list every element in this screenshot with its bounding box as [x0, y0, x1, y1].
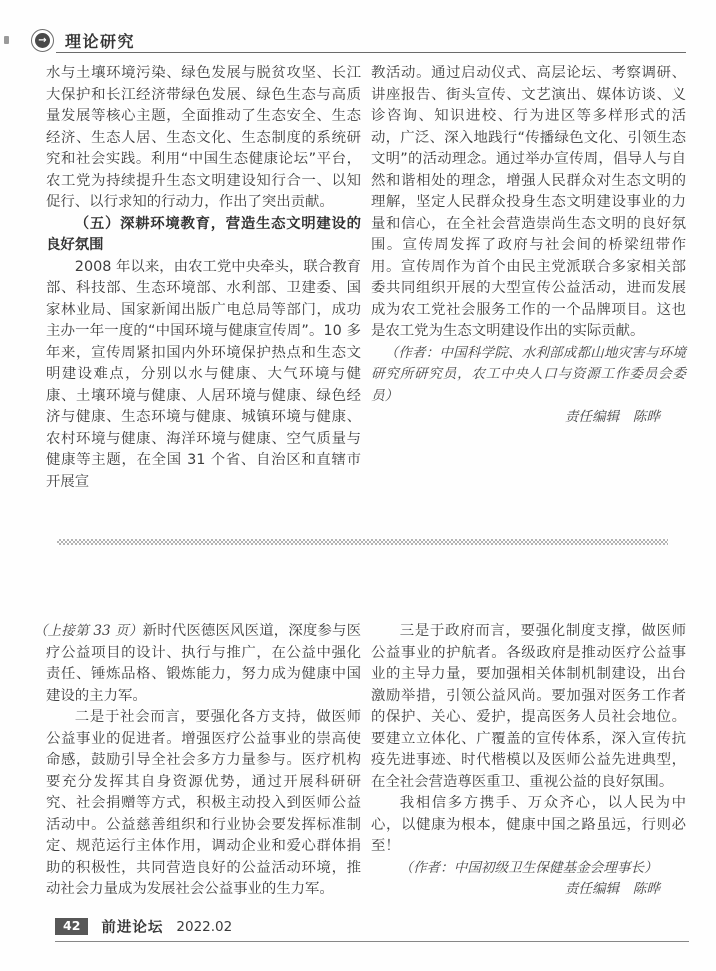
paragraph-continuation: 水与土壤环境污染、绿色发展与脱贫攻坚、长江大保护和长江经济带绿色发展、绿色生态与高质量发展等核心主题，全面推动了生态安全、生态经济、生态人居、生态文化、生态制度的系统研究和社会实践。利用“中国生态健康论坛”平台，农工党为持续提升生态文明建设知行合一、以知促行、以行求知的行动力，作出了突出贡献。: [46, 65, 361, 210]
page-footer: [55, 916, 689, 942]
author-note: （作者：中国初级卫生保健基金会理事长）: [399, 859, 658, 876]
top-article-right-column: [371, 63, 686, 429]
author-note: （作者：中国科学院、水利部成都山地灾害与环境研究所研究员，农工中央人口与资源工作委员会委员）: [371, 344, 686, 404]
paragraph: 二是于社会而言，要强化各方支持，做医师公益事业的促进者。增强医疗公益事业的崇高使命感，鼓励引导全社会多方力量参与。医疗机构要充分发挥其自身资源优势，通过开展科研研究、社会捐赠等方式，积极主动投入到医师公益活动中。公益慈善组织和行业协会要发挥标准制定、规范运行主体作用，调动企业和爱心群体捐助的积极性，共同营造良好的公益活动环境，推动社会力量成为发展社会公益事业的生力军。: [46, 709, 361, 897]
continued-from-note: （上接第 33 页）: [33, 623, 143, 639]
journal-issue: 2022.02: [176, 918, 233, 935]
arrow-right-glyph: →: [35, 33, 50, 48]
circle-arrow-right-icon: [31, 29, 54, 52]
paragraph: 我相信多方携手、万众齐心，以人民为中心，以健康为根本，健康中国之路虽远，行则必至！: [371, 795, 686, 854]
scan-edge-artifact: [4, 36, 9, 44]
page-number-badge: 42: [55, 918, 88, 935]
editor-credit: 责任编辑 陈晔: [564, 409, 660, 425]
paragraph-continuation: 教活动。通过启动仪式、高层论坛、考察调研、讲座报告、街头宣传、文艺演出、媒体访谈、义诊咨询、知识进校、行为进区等多样形式的活动，广泛、深入地践行“传播绿色文化、引领生态文明”的活动理念。通过举办宣传周，倡导人与自然和谐相处的理念，增强人民群众对生态文明的理解，坚定人民群众投身生态文明建设事业的力量和信心，在全社会营造崇尚生态文明的良好氛围。宣传周发挥了政府与社会间的桥梁纽带作用。宣传周作为首个由民主党派联合多家相关部委共同组织开展的大型宣传公益活动，进而发展成为农工党社会服务工作的一个品牌项目。这也是农工党为生态文明建设作出的实际贡献。: [371, 65, 686, 339]
bottom-article-left-column: [33, 621, 361, 901]
paragraph-text: 新时代医德医风医道，深度参与医疗公益项目的设计、执行与推广，在公益中强化责任、锤炼品格、锻炼能力，努力成为健康中国建设的主力军。: [46, 623, 361, 704]
section-title: 理论研究: [65, 32, 136, 51]
bottom-article-right-column: [371, 621, 686, 901]
header-rule: [56, 52, 686, 53]
editor-credit: 责任编辑 陈晔: [564, 881, 660, 897]
paragraph: 三是于政府而言，要强化制度支撑，做医师公益事业的护航者。各级政府是推动医疗公益事业的主导力量，要加强相关体制机制建设，出台激励举措，引领公益风尚。要加强对医务工作者的保护、关心、爱护，提高医务人员社会地位。要建立立体化、广覆盖的宣传体系，深入宣传抗疫先进事迹、时代楷模以及医师公益先进典型，在全社会营造尊医重卫、重视公益的良好氛围。: [371, 623, 686, 790]
paragraph-continuation: [33, 621, 361, 707]
paragraph: 2008 年以来，由农工党中央牵头，联合教育部、科技部、生态环境部、水利部、卫建委、国家林业局、国家新闻出版广电总局等部门，成功主办一年一度的“中国环境与健康宣传周”。10 多年来，宣传周紧扣国内外环境保护热点和生态文明建设难点，分别以水与健康、大气环境与健康、土壤环境与健康、人居环境与健康、绿色经济与健康、生态环境与健康、城镇环境与健康、农村环境与健康、海洋环境与健康、空气质量与健康等主题，在全国 31 个省、自治区和直辖市开展宣: [46, 258, 361, 490]
subsection-heading: （五）深耕环境教育，营造生态文明建设的良好氛围: [46, 215, 361, 253]
section-header: [31, 29, 135, 52]
section-divider: [57, 539, 668, 545]
top-article-left-column: [46, 63, 361, 493]
journal-name: 前进论坛: [101, 920, 164, 936]
